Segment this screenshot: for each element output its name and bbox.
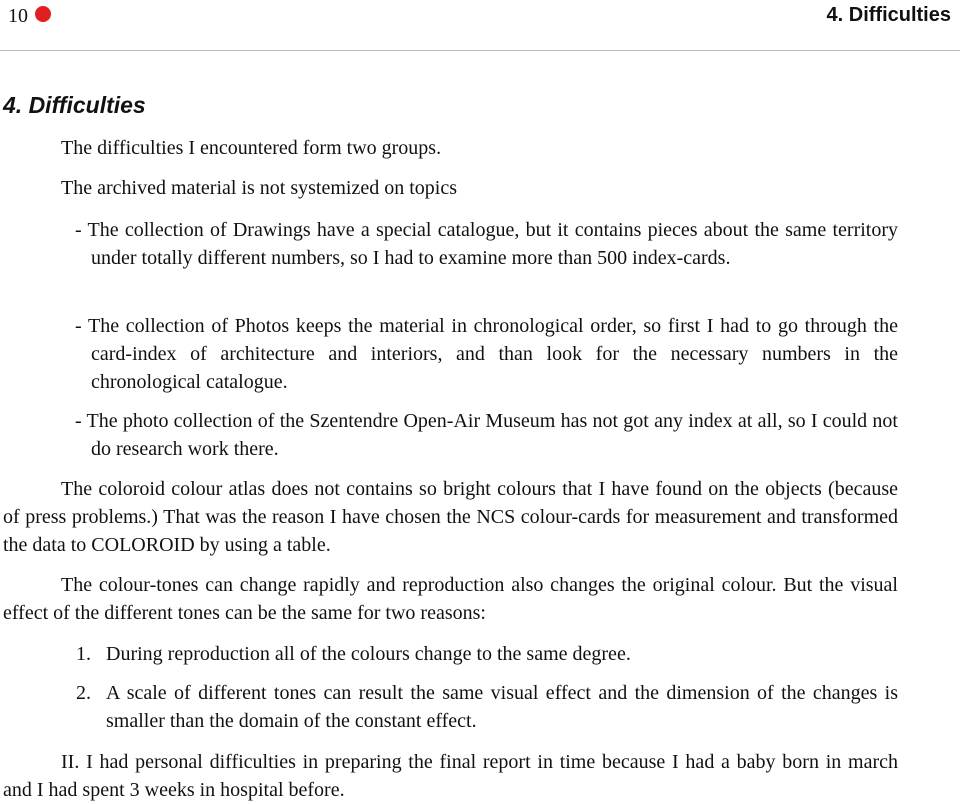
page-number: 10: [8, 5, 28, 27]
item-number: 2.: [76, 682, 91, 704]
numbered-item-2: [76, 679, 898, 735]
group-heading: The archived material is not systemized on topics: [61, 177, 457, 199]
coloroid-paragraph: The coloroid colour atlas does not contains so bright colours that I have found on the objects (because of press problems.) That was the reason I have chosen the NCS colour-cards for measurement and transformed the data to COLOROID by using a table.: [3, 478, 898, 556]
running-title: 4. Difficulties: [826, 4, 951, 26]
header-rule: [0, 50, 960, 51]
item-number: 1.: [76, 643, 91, 665]
intro-paragraph: The difficulties I encountered form two groups.: [61, 137, 442, 159]
dash-item-drawings: - The collection of Drawings have a special catalogue, but it contains pieces about the same territory under totally different numbers, so I had to examine more than 500 index-cards.: [75, 219, 898, 269]
red-dot-marker: [35, 6, 51, 22]
item-text: During reproduction all of the colours change to the same degree.: [106, 643, 631, 665]
item-text: A scale of different tones can result the same visual effect and the dimension of the changes is smaller than the domain of the constant effect.: [106, 682, 898, 732]
numbered-item-1: [76, 640, 898, 668]
personal-difficulties-paragraph: II. I had personal difficulties in preparing the final report in time because I had a baby born in march and I had spent 3 weeks in hospital before.: [3, 751, 898, 801]
dash-item-photos: - The collection of Photos keeps the material in chronological order, so first I had to go through the card-index of architecture and interiors, and than look for the necessary numbers in the chronological catalogue.: [75, 315, 898, 393]
section-title: 4. Difficulties: [3, 92, 146, 118]
tones-paragraph: The colour-tones can change rapidly and reproduction also changes the original colour. But the visual effect of the different tones can be the same for two reasons:: [3, 574, 898, 624]
dash-item-szentendre: - The photo collection of the Szentendre Open-Air Museum has not got any index at all, so I could not do research work there.: [75, 410, 898, 460]
page-header: [0, 0, 960, 52]
